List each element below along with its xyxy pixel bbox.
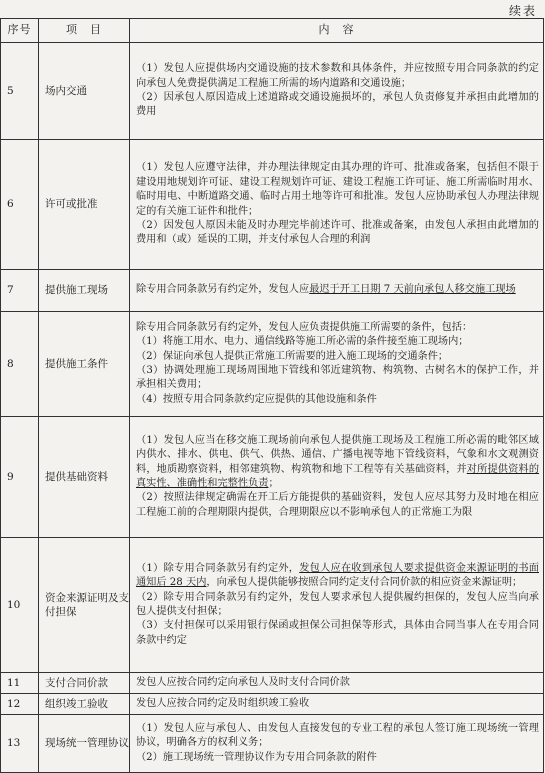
table-row bbox=[1, 417, 544, 538]
content-line: （2）因发包人原因未能及时办理完毕前述许可、批准或备案，由发包人承担由此增加的费用和（或）延误的工期，并支付承包人合理的利润 bbox=[136, 219, 539, 246]
row-content bbox=[130, 417, 544, 538]
underlined-text: 最迟于开工日期 7 天前向承包人移交施工现场 bbox=[309, 284, 516, 296]
row-content: 发包人应按合同约定及时组织竣工验收 bbox=[130, 694, 544, 715]
content-line: 除专用合同条款另有约定外，发包人应负责提供施工所需要的条件，包括： bbox=[136, 321, 473, 333]
content-line: （3）协调处理施工现场周围地下管线和邻近建筑物、构筑物、古树名木的保护工作，并承担相关费用； bbox=[136, 365, 539, 391]
row-number: 5 bbox=[1, 43, 39, 140]
row-number: 9 bbox=[1, 417, 39, 538]
row-number: 7 bbox=[1, 270, 39, 312]
header-content: 内 容 bbox=[130, 19, 544, 43]
row-item: 支付合同价款 bbox=[39, 673, 130, 694]
row-number: 12 bbox=[1, 694, 39, 715]
underlined-text: 对所提供资料的真实性、准确性和完整性负责 bbox=[136, 463, 540, 489]
table-row bbox=[1, 673, 544, 694]
continued-label: 续表 bbox=[508, 4, 537, 18]
table-row bbox=[1, 43, 544, 140]
table-row bbox=[1, 140, 544, 270]
content-text: （1）发包人应当在移交施工现场前向承包人提供施工现场及工程施工所必需的毗邻区域内供水、排水、供电、供气、供热、通信、广播电视等地下管线资料，气象和水文观测资料，地质勘察资料，相邻建筑物、构筑物和地下工程等有关基础资料，并 bbox=[136, 434, 539, 475]
content-text: ，向承包人提供能够按照合同约定支付合同价款的相应资金来源证明； bbox=[206, 577, 523, 589]
row-item: 许可或批准 bbox=[39, 140, 130, 270]
row-item: 现场统一管理协议 bbox=[39, 715, 130, 773]
content-line: （2）除专用合同条款另有约定外，发包人要求承包人提供履约担保的，发包人应当向承包人提供支付担保； bbox=[136, 591, 539, 617]
content-line: （1）将施工用水、电力、通信线路等施工所必需的条件接至施工现场内； bbox=[136, 336, 469, 348]
content-line: （1）发包人应与承包人、由发包人直接发包的专业工程的承包人签订施工现场统一管理协议，明确各方的权利义务； bbox=[136, 722, 539, 749]
content-line: （3）支付担保可以采用银行保函或担保公司担保等形式，具体由合同当事人在专用合同条款中约定 bbox=[136, 620, 539, 646]
row-content bbox=[130, 270, 544, 312]
underlined-text: 发包人应在收到承包人要求提供资金来源证明的书面通知后 28 天内 bbox=[136, 562, 539, 589]
row-content bbox=[130, 43, 544, 140]
row-number: 10 bbox=[1, 538, 39, 673]
row-number: 6 bbox=[1, 140, 39, 270]
content-line: （2）保证向承包人提供正常施工所需要的进入施工现场的交通条件； bbox=[136, 350, 449, 362]
table-header-row bbox=[1, 19, 544, 43]
content-line: （2）按照法律规定确需在开工后方能提供的基础资料，发包人应尽其努力及时地在相应工程施工前的合理期限内提供，合理期限应以不影响承包人的正常施工为限 bbox=[136, 492, 539, 518]
contract-obligations-table bbox=[0, 18, 544, 773]
table-row bbox=[1, 538, 544, 673]
content-line: （1）发包人应遵守法律，并办理法律规定由其办理的许可、批准或备案，包括但不限于建设用地规划许可证、建设工程规划许可证、建设工程施工许可证、施工所需临时用水、临时用电、中断道路交通、临时占用土地等许可和批准。发包人应协助承包人办理法律规定的有关施工证件和批件； bbox=[136, 162, 539, 217]
row-item: 提供施工现场 bbox=[39, 270, 130, 312]
row-item: 场内交通 bbox=[39, 43, 130, 140]
content-line: （2）因承包人原因造成上述道路或交通设施损坏的，承包人负责修复并承担由此增加的费用 bbox=[136, 92, 539, 118]
header-number: 序号 bbox=[1, 19, 39, 43]
row-number: 11 bbox=[1, 673, 39, 694]
content-text: ； bbox=[268, 478, 279, 489]
table-row bbox=[1, 270, 544, 312]
row-item: 资金来源证明及支付担保 bbox=[39, 538, 130, 673]
row-item: 提供施工条件 bbox=[39, 312, 130, 417]
row-item: 组织竣工验收 bbox=[39, 694, 130, 715]
row-content bbox=[130, 312, 544, 417]
row-number: 13 bbox=[1, 715, 39, 773]
table-row bbox=[1, 694, 544, 715]
content-text: 除专用合同条款另有约定外，发包人应 bbox=[136, 284, 310, 296]
header-item: 项 目 bbox=[39, 19, 130, 43]
row-content: 发包人应按合同约定向承包人及时支付合同价款 bbox=[130, 673, 544, 694]
content-text: （1）除专用合同条款另有约定外， bbox=[136, 562, 300, 574]
content-line: （4）按照专用合同条款约定应提供的其他设施和条件 bbox=[136, 393, 377, 405]
row-content bbox=[130, 140, 544, 270]
content-line: （2）施工现场统一管理协议作为专用合同条款的附件 bbox=[136, 751, 377, 763]
content-line: （1）发包人应提供场内交通设施的技术参数和具体条件，并应按照专用合同条款的约定向承包人免费提供满足工程施工所需的场内道路和交通设施； bbox=[136, 63, 539, 89]
table-row bbox=[1, 312, 544, 417]
row-content bbox=[130, 538, 544, 673]
row-item: 提供基础资料 bbox=[39, 417, 130, 538]
row-number: 8 bbox=[1, 312, 39, 417]
